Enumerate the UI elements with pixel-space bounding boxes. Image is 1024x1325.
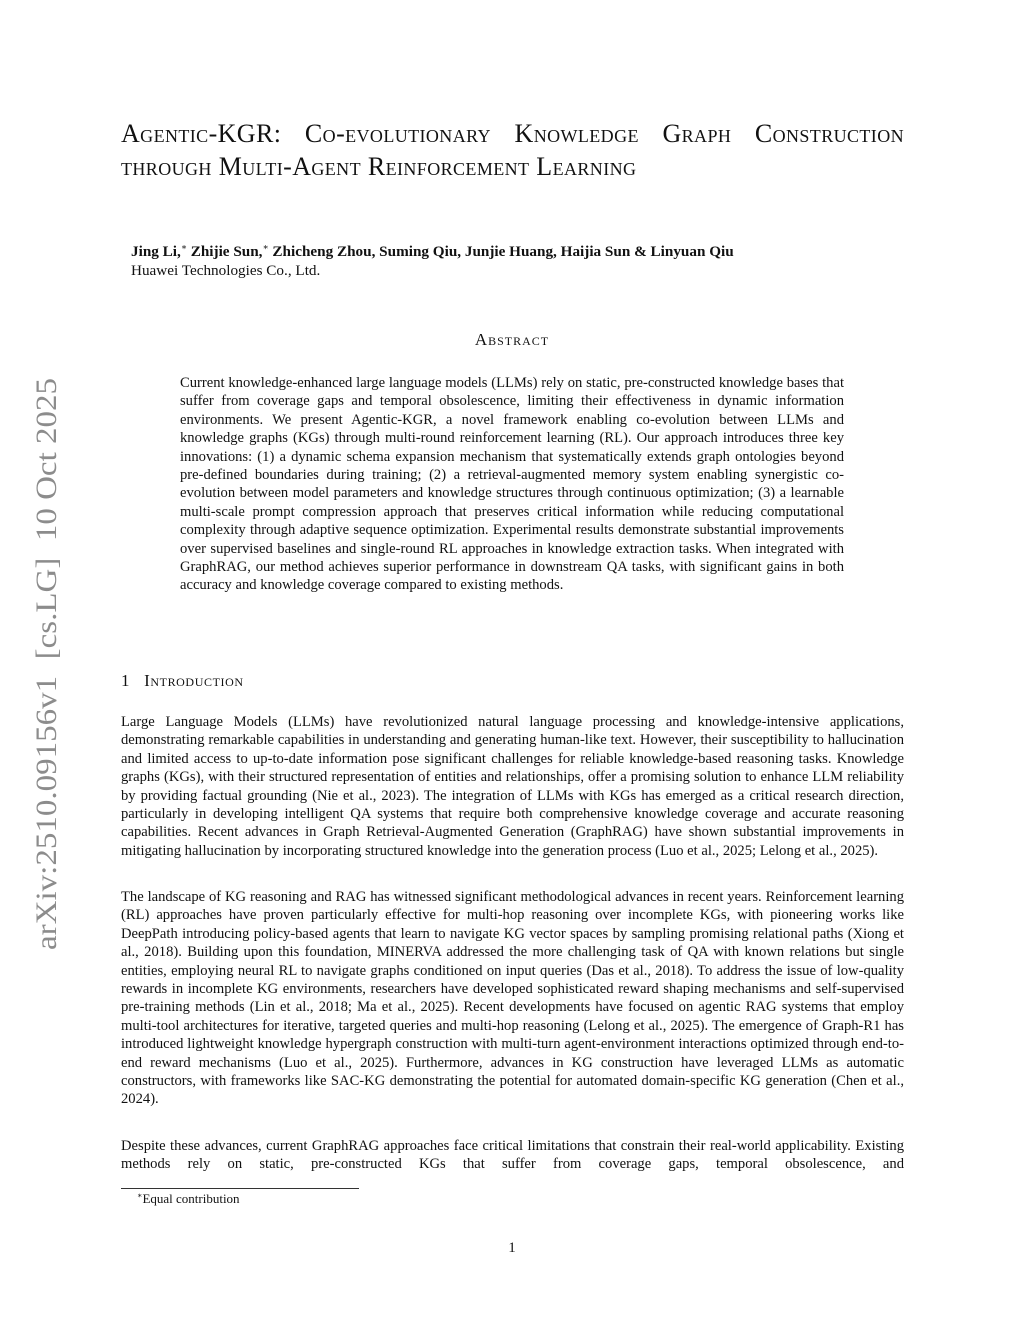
footnote-divider: [121, 1188, 359, 1189]
section-number: 1: [121, 671, 131, 690]
footnote: [137, 1191, 240, 1207]
footnote-text: Equal contribution: [142, 1191, 240, 1206]
page-number: 1: [508, 1240, 516, 1256]
intro-paragraph-2: The landscape of KG reasoning and RAG has witnessed significant methodological advances in recent years. Reinforcement learning (RL) approaches have proven particularly effective for multi-hop reasoning over incomplete KGs, with pioneering works like DeepPath introducing policy-based agents that learn to navigate KG vector spaces by sampling promising relational paths (Xiong et al., 2018). Building upon this foundation, MINERVA addressed the more challenging task of QA with known relations but single entities, employing neural RL to navigate graphs conditioned on input queries (Das et al., 2018). To address the issue of low-quality rewards in incomplete KG environments, researchers have developed sophisticated reward shaping mechanisms and self-supervised pre-training methods (Lin et al., 2018; Ma et al., 2025). Recent developments have focused on agentic RAG systems that employ multi-tool architectures for iterative, targeted queries and multi-hop reasoning (Lelong et al., 2025). The emergence of Graph-R1 has introduced lightweight knowledge hypergraph construction with multi-turn agent-environment interactions optimized through end-to-end reward mechanisms (Luo et al., 2025). Furthermore, advances in KG construction have leveraged LLMs as automatic constructors, with frameworks like SAC-KG demonstrating the potential for automated domain-specific KG generation (Chen et al., 2024).: [121, 889, 904, 1108]
intro-paragraph-3: Despite these advances, current GraphRAG approaches face critical limitations that constrain their real-world applicability. Existing methods rely on static, pre-constructed KGs that suffer from coverage gaps, temporal obsolescence, and: [121, 1138, 904, 1173]
equal-contribution-mark: ∗: [180, 242, 187, 252]
paper-title: Agentic-KGR: Co-evolutionary Knowledge Graph Construction through Multi-Agent Reinforcement Learning: [121, 119, 904, 181]
footnote-mark: ∗: [137, 1191, 143, 1200]
intro-paragraph-1: Large Language Models (LLMs) have revolutionized natural language processing and knowledge-intensive applications, demonstrating remarkable capabilities in understanding and generating human-like text. However, their susceptibility to hallucination and limited access to up-to-date information pose significant challenges for reliable knowledge-based reasoning tasks. Knowledge graphs (KGs), with their structured representation of entities and relationships, offer a promising solution to enhance LLM reliability by providing factual grounding (Nie et al., 2023). The integration of LLMs with KGs has emerged as a critical research direction, particularly in developing intelligent QA systems that require both comprehensive knowledge coverage and accurate reasoning capabilities. Recent advances in Graph Retrieval-Augmented Generation (GraphRAG) have shown substantial improvements in mitigating hallucination by incorporating structured knowledge into the generation process (Luo et al., 2025; Lelong et al., 2025).: [121, 714, 904, 859]
arxiv-stamp-text: arXiv:2510.09156v1 [cs.LG] 10 Oct 2025: [30, 430, 63, 950]
affiliation: Huawei Technologies Co., Ltd.: [131, 262, 321, 279]
author-name: Zhicheng Zhou, Suming Qiu, Junjie Huang, Haijia Sun & Linyuan Qiu: [272, 243, 734, 260]
section-heading: [121, 671, 244, 691]
arxiv-side-stamp: [12, 375, 67, 955]
abstract-heading: Abstract: [474, 330, 550, 349]
section-title: Introduction: [144, 671, 244, 690]
author-name: Jing Li,: [131, 243, 181, 260]
author-list: [131, 243, 911, 261]
abstract-text: Current knowledge-enhanced large language models (LLMs) rely on static, pre-constructed knowledge bases that suffer from coverage gaps and temporal obsolescence, limiting their effectiveness in dynamic information environments. We present Agentic-KGR, a novel framework enabling co-evolution between LLMs and knowledge graphs (KGs) through multi-round reinforcement learning (RL). Our approach introduces three key innovations: (1) a dynamic schema expansion mechanism that systematically extends graph ontologies beyond pre-defined boundaries during training; (2) a retrieval-augmented memory system enabling synergistic co-evolution between model parameters and knowledge structures through continuous optimization; (3) a learnable multi-scale prompt compression approach that preserves critical information while reducing computational complexity through adaptive sequence optimization. Experimental results demonstrate substantial improvements over supervised baselines and single-round RL approaches in knowledge extraction tasks. When integrated with GraphRAG, our method achieves superior performance in downstream QA tasks, with significant gains in both accuracy and knowledge coverage compared to existing methods.: [180, 375, 844, 594]
author-name: Zhijie Sun,: [190, 243, 263, 260]
equal-contribution-mark: ∗: [262, 242, 269, 252]
